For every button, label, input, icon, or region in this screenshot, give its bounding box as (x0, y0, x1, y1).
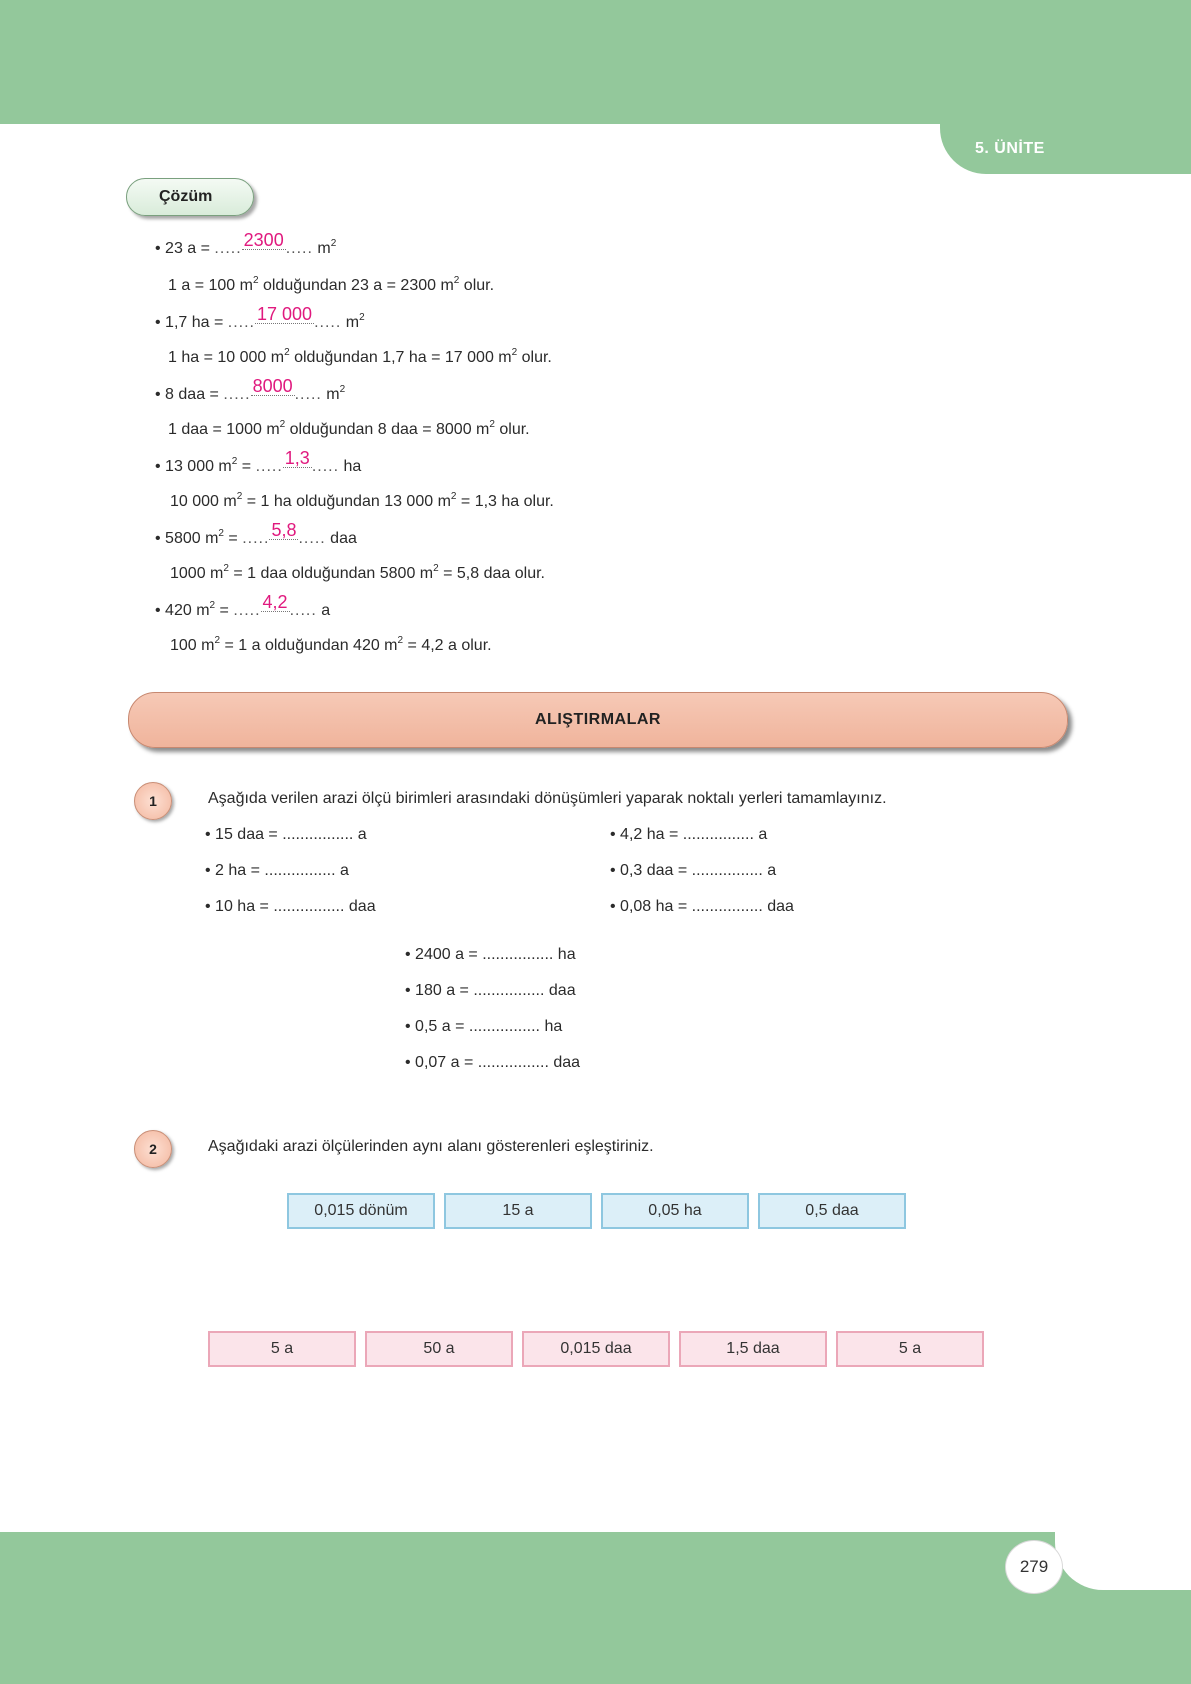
exercise-item: • 2 ha = ................ a (205, 862, 349, 879)
question-number-2: 2 (134, 1130, 172, 1168)
page-number: 279 (1005, 1540, 1063, 1594)
answer-value: 17 000 (257, 304, 313, 324)
answer-value: 1,3 (284, 448, 310, 468)
match-box-bottom[interactable]: 5 a (836, 1331, 984, 1367)
solution-label: Çözüm (126, 178, 254, 216)
solution-explanation: 1 daa = 1000 $m^2$ olduğundan 8 daa = 8000 $m^2$ olur. (168, 419, 530, 438)
unit-title: 5. ÜNİTE (975, 140, 1045, 157)
solution-explanation: 1 ha = 10 000 $m^2$ olduğundan 1,7 ha = 17 000 $m^2$ olur. (168, 347, 552, 366)
solution-question: • 13 000 $m^2$ = ..... 1,3 ..... ha (155, 448, 362, 475)
question-2-text: Aşağıdaki arazi ölçülerinden aynı alanı gösterenleri eşleştiriniz. (208, 1138, 654, 1155)
match-box-bottom[interactable]: 1,5 daa (679, 1331, 827, 1367)
exercise-item: • 0,5 a = ................ ha (405, 1018, 563, 1035)
match-box-bottom[interactable]: 50 a (365, 1331, 513, 1367)
match-box-top[interactable]: 0,015 dönüm (287, 1193, 435, 1229)
solution-explanation: 1 a = 100 $m^2$ olduğundan 23 a = 2300 $m^2$ olur. (168, 275, 495, 294)
exercise-item: • 2400 a = ................ ha (405, 946, 576, 963)
header-band (0, 0, 1191, 124)
exercise-item: • 4,2 ha = ................ a (610, 826, 768, 843)
question-1-text: Aşağıda verilen arazi ölçü birimleri arasındaki dönüşümleri yaparak noktalı yerleri tamamlayınız. (208, 790, 887, 807)
match-box-top[interactable]: 0,5 daa (758, 1193, 906, 1229)
match-box-top[interactable]: 0,05 ha (601, 1193, 749, 1229)
exercise-item: • 0,07 a = ................ daa (405, 1054, 581, 1071)
exercise-item: • 15 daa = ................ a (205, 826, 367, 843)
solution-explanation: 100 $m^2 = 1$ a olduğundan 420 $m^2 = 4,2$ a olur. (170, 635, 492, 654)
solution-question: • 1,7 ha = ..... 17 000 ..... $m^2$ (155, 304, 365, 331)
exercise-item: • 10 ha = ................ daa (205, 898, 376, 915)
match-box-bottom[interactable]: 5 a (208, 1331, 356, 1367)
answer-value: 8000 (252, 376, 293, 396)
solution-question: • 8 daa = ..... 8000 ..... $m^2$ (155, 376, 346, 403)
match-box-bottom[interactable]: 0,015 daa (522, 1331, 670, 1367)
footer-tab (1055, 1532, 1191, 1590)
question-number-1: 1 (134, 782, 172, 820)
match-box-top[interactable]: 15 a (444, 1193, 592, 1229)
exercises-banner: ALIŞTIRMALAR (128, 692, 1068, 748)
solution-question: • 23 a = ..... 2300 ..... $m^2$ (155, 230, 337, 257)
answer-value: 2300 (243, 230, 284, 250)
answer-value: 5,8 (271, 520, 297, 540)
solution-explanation: 1000 $m^2 = 1$ daa olduğundan 5800 $m^2 = 5,8$ daa olur. (170, 563, 545, 582)
answer-value: 4,2 (262, 592, 288, 612)
solution-question: • 420 $m^2$ = ..... 4,2 ..... a (155, 592, 331, 619)
solution-question: • 5800 $m^2$ = ..... 5,8 ..... daa (155, 520, 357, 547)
exercise-item: • 0,3 daa = ................ a (610, 862, 777, 879)
solution-explanation: 10 000 $m^2 = 1$ ha olduğundan 13 000 $m^2 = 1,3$ ha olur. (170, 491, 554, 510)
exercise-item: • 0,08 ha = ................ daa (610, 898, 794, 915)
exercise-item: • 180 a = ................ daa (405, 982, 576, 999)
